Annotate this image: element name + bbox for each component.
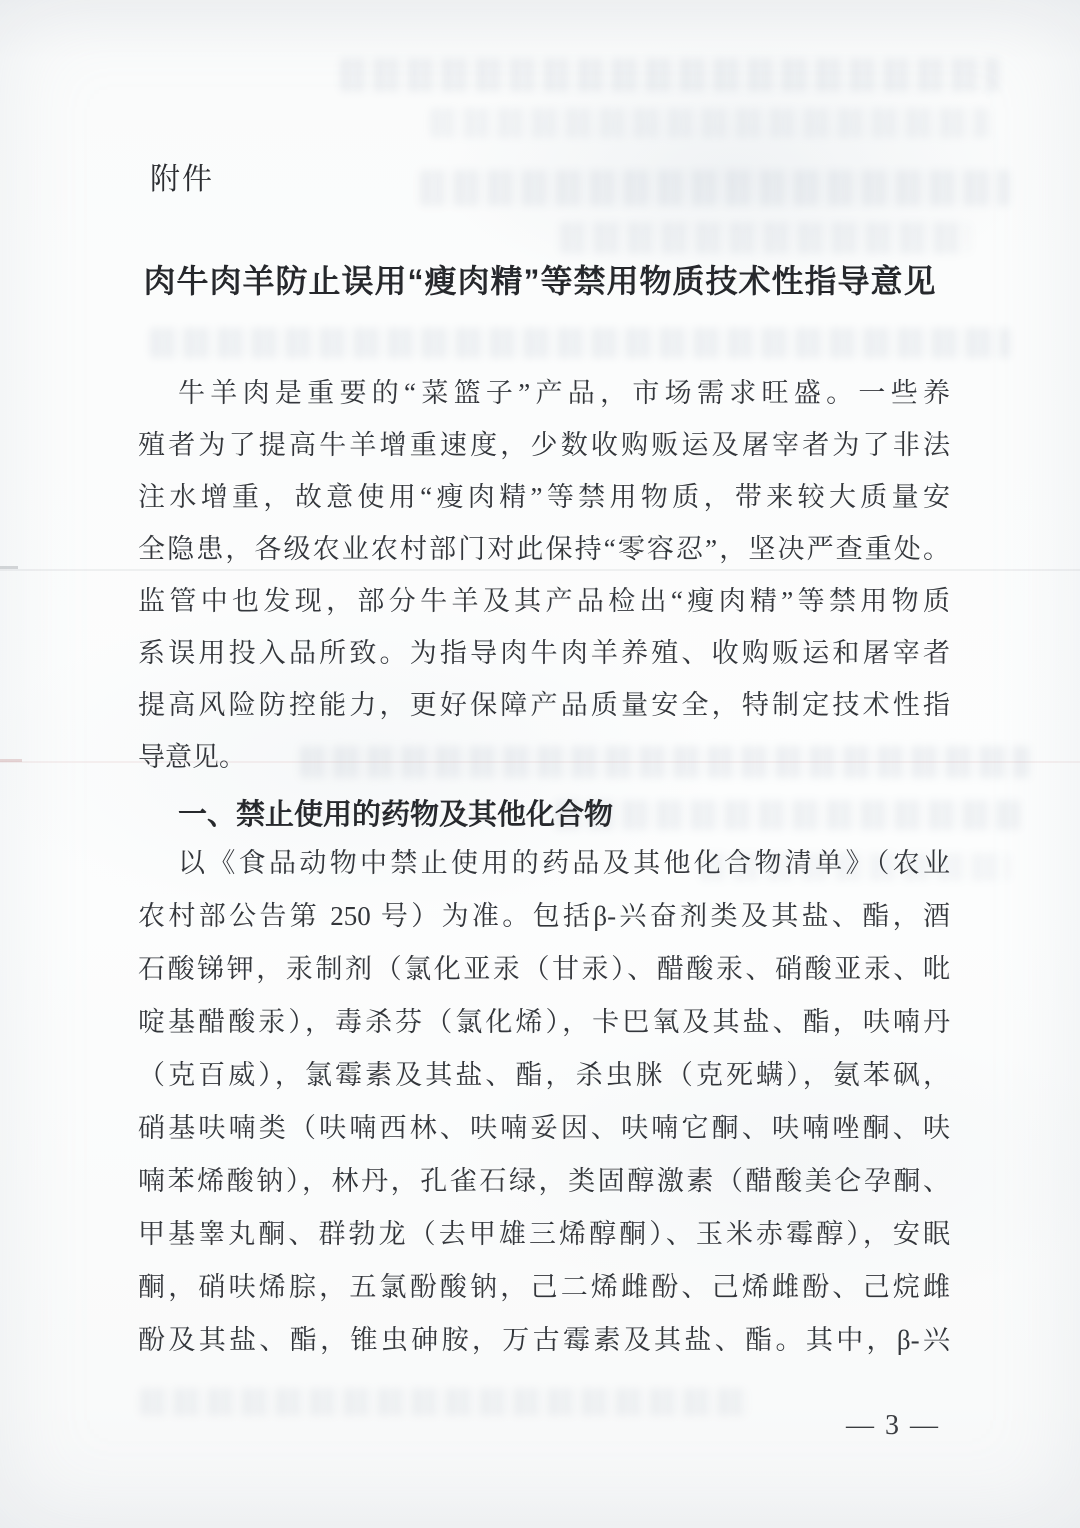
text-line: 酚及其盐、酯，锥虫砷胺，万古霉素及其盐、酯。其中，β-兴 — [138, 1325, 950, 1355]
section-heading: 一、禁止使用的药物及其他化合物 — [178, 799, 614, 831]
prohibited-substances-paragraph — [138, 837, 950, 1367]
text-line: 酮，硝呋烯腙，五氯酚酸钠，己二烯雌酚、己烯雌酚、己烷雌 — [138, 1272, 950, 1302]
text-line: 导意见。 — [138, 742, 246, 772]
intro-paragraph — [138, 367, 950, 783]
text-line: 监管中也发现，部分牛羊及其产品检出“瘦肉精”等禁用物质 — [138, 586, 950, 616]
text-line: 牛羊肉是重要的“菜篮子”产品，市场需求旺盛。一些养 — [178, 378, 950, 408]
text-line: 甲基睾丸酮、群勃龙（去甲雄三烯醇酮）、玉米赤霉醇），安眠 — [138, 1219, 950, 1249]
text-line: 硝基呋喃类（呋喃西林、呋喃妥因、呋喃它酮、呋喃唑酮、呋 — [138, 1113, 950, 1143]
text-line: 殖者为了提高牛羊增重速度，少数收购贩运及屠宰者为了非法 — [138, 430, 950, 460]
page-number: — 3 — — [846, 1410, 940, 1441]
text-line: （克百威），氯霉素及其盐、酯，杀虫脒（克死螨），氨苯砜， — [138, 1060, 950, 1090]
attachment-label: 附件 — [150, 163, 214, 196]
bleed-through-text — [340, 58, 1000, 92]
text-line: 以《食品动物中禁止使用的药品及其他化合物清单》（农业 — [178, 848, 950, 878]
text-line: 喃苯烯酸钠），林丹，孔雀石绿，类固醇激素（醋酸美仑孕酮、 — [138, 1166, 950, 1196]
text-line: 系误用投入品所致。为指导肉牛肉羊养殖、收购贩运和屠宰者 — [138, 638, 950, 668]
text-line: 农村部公告第 250 号）为准。包括β-兴奋剂类及其盐、酯，酒 — [138, 901, 950, 931]
scan-edge-mark — [0, 566, 18, 569]
text-line: 注水增重，故意使用“瘦肉精”等禁用物质，带来较大质量安 — [138, 482, 950, 512]
document-title: 肉牛肉羊防止误用“瘦肉精”等禁用物质技术性指导意见 — [143, 263, 937, 299]
text-line: 提高风险防控能力，更好保障产品质量安全，特制定技术性指 — [138, 690, 950, 720]
text-line: 石酸锑钾，汞制剂（氯化亚汞（甘汞）、醋酸汞、硝酸亚汞、吡 — [138, 954, 950, 984]
text-line: 全隐患，各级农业农村部门对此保持“零容忍”，坚决严查重处。 — [138, 534, 950, 564]
bleed-through-text — [150, 328, 1010, 358]
bleed-through-text — [430, 108, 990, 138]
bleed-through-text — [560, 222, 970, 254]
bleed-through-text — [140, 1388, 750, 1416]
scan-edge-mark — [0, 759, 22, 762]
bleed-through-text — [420, 170, 1010, 206]
text-line: 啶基醋酸汞），毒杀芬（氯化烯），卡巴氧及其盐、酯，呋喃丹 — [138, 1007, 950, 1037]
